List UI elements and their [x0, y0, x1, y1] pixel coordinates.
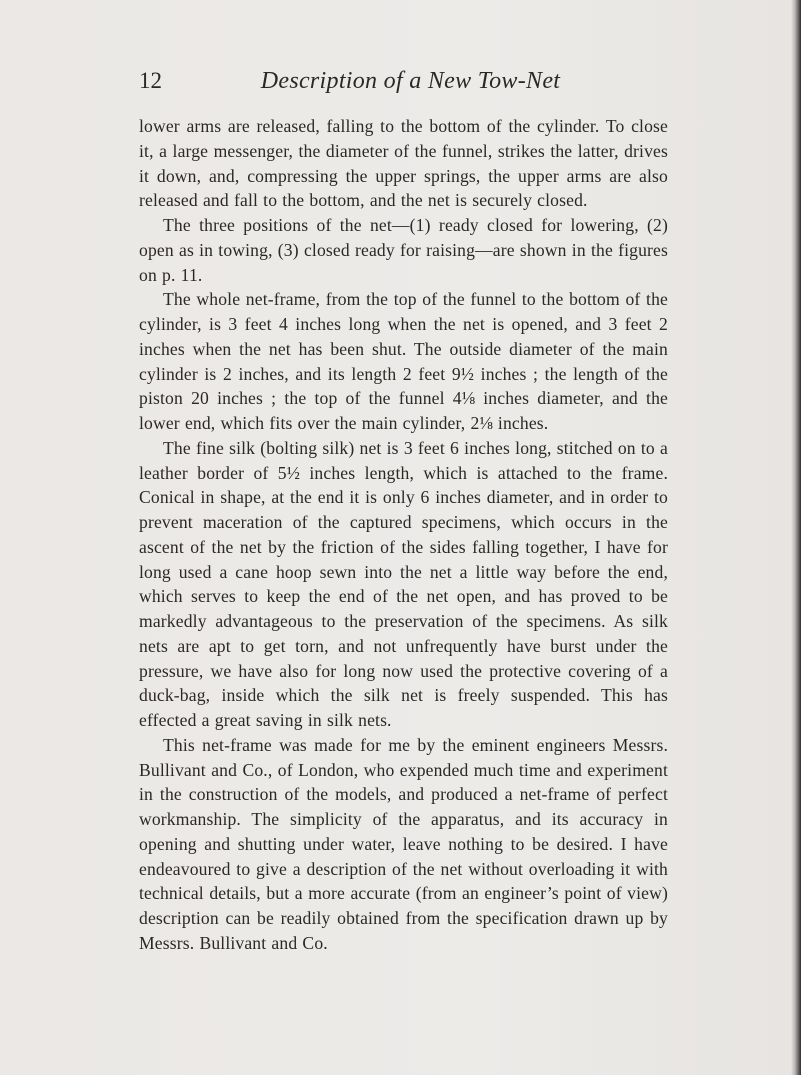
page-edge-shadow — [791, 0, 801, 1075]
paragraph: This net-frame was made for me by the eminent engineers Messrs. Bullivant and Co., of London, who expended much time and experiment in the construction of the models, and produced a net-frame of perfect workmanship. The simplicity of the apparatus, and its accuracy in opening and shutting under water, leave nothing to be desired. I have endeavoured to give a description of the net without overloading it with technical details, but a more accurate (from an engineer’s point of view) description can be readily obtained from the specification drawn up by Messrs. Bullivant and Co. — [139, 734, 668, 953]
paragraph: The three positions of the net—(1) ready closed for lowering, (2) open as in towing, (3) closed ready for raising—are shown in the figures on p. 11. — [139, 215, 668, 285]
paragraph: The whole net-frame, from the top of the funnel to the bottom of the cylinder, is 3 feet 4 inches long when the net is opened, and 3 feet 2 inches when the net has been shut. The outside diameter of the main cylinder is 2 inches, and its length 2 feet 9½ inches ; the length of the piston 20 inches ; the top of the funnel 4⅛ inches diameter, and the lower end, which fits over the main cylinder, 2⅛ inches. — [139, 289, 668, 433]
page-number: 12 — [139, 68, 162, 93]
paragraph: The fine silk (bolting silk) net is 3 feet 6 inches long, stitched on to a leather border of 5½ inches length, which is attached to the frame. Conical in shape, at the end it is only 6 inches diameter, and in order to prevent maceration of the captured specimens, which occurs in the ascent of the net by the friction of the sides falling together, I have for long used a cane hoop sewn into the net a little way before the end, which serves to keep the end of the net open, and has proved to be markedly advantageous to the preservation of the specimens. As silk nets are apt to get torn, and not unfrequently have burst under the pressure, we have also for long now used the protective covering of a duck-bag, inside which the silk net is freely suspended. This has effected a great saving in silk nets. — [139, 437, 668, 730]
page-header — [0, 66, 801, 96]
body-text — [139, 114, 668, 956]
running-title: Description of a New Tow-Net — [260, 68, 561, 94]
paragraph: lower arms are released, falling to the bottom of the cylinder. To close it, a large messenger, the diameter of the funnel, strikes the latter, drives it down, and, compressing the upper springs, the upper arms are also released and fall to the bottom, and the net is securely closed. — [139, 116, 668, 211]
